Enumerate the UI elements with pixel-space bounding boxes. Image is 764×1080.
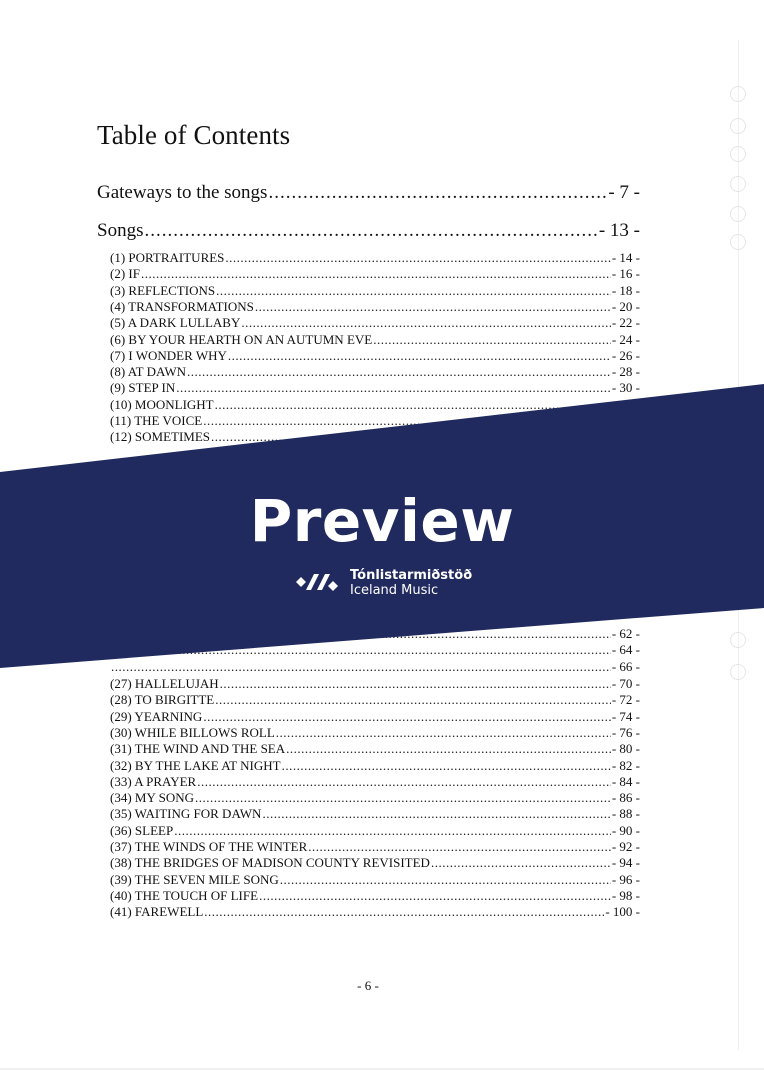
toc-entry-label: (32) BY THE LAKE AT NIGHT <box>110 757 281 773</box>
toc-entry-label: (11) THE VOICE <box>110 413 203 428</box>
toc-entry-page: - 16 - <box>611 266 640 282</box>
toc-entry-label: (38) THE BRIDGES OF MADISON COUNTY REVISITED <box>110 855 430 871</box>
page-number: - 6 - <box>357 978 379 993</box>
toc-entry-page: - 88 - <box>611 806 640 822</box>
toc-entry-label: (36) SLEEP <box>110 822 174 838</box>
toc-entry-label: (27) HALLELUJAH <box>110 676 219 691</box>
toc-entry-label: (1) PORTRAITURES <box>110 250 225 265</box>
toc-entry-page: - 82 - <box>611 757 640 773</box>
toc-entry-page: - 98 - <box>611 887 640 903</box>
toc-entry-page: - 100 - <box>605 904 640 920</box>
toc-entry-label: (9) STEP IN <box>110 380 176 396</box>
toc-section-page: - 13 - <box>598 220 640 241</box>
toc-entry-page: - 26 - <box>611 347 640 363</box>
toc-entry-page: - 70 - <box>611 676 640 691</box>
toc-entry-page: - 24 - <box>611 331 640 347</box>
toc-entry-page: - 92 - <box>611 839 640 854</box>
toc-entry-page: - 94 - <box>611 855 640 871</box>
toc-entry-label: (31) THE WIND AND THE SEA <box>110 741 286 757</box>
toc-entry-label: (41) FAREWELL <box>110 904 204 920</box>
toc-entry-page: - 14 - <box>611 250 640 265</box>
toc-entry-page: - 22 - <box>611 315 640 331</box>
brand-name: Tónlistarmiðstöð <box>350 568 473 583</box>
toc-entry-label: (35) WAITING FOR DAWN <box>110 806 262 822</box>
toc-entry-page: - 86 - <box>611 790 640 806</box>
toc-entry-label: (28) TO BIRGITTE <box>110 692 215 708</box>
toc-entry-page: - 84 - <box>611 773 640 789</box>
toc-entry-page: - 90 - <box>611 822 640 838</box>
toc-entry-page: - 74 - <box>611 708 640 724</box>
toc-entry-page: - 96 - <box>611 871 640 887</box>
toc-entry-label: (29) YEARNING <box>110 708 203 724</box>
toc-entry-label: (40) THE TOUCH OF LIFE <box>110 887 259 903</box>
toc-entry-label: (6) BY YOUR HEARTH ON AN AUTUMN EVE <box>110 331 373 347</box>
iceland-music-logo-icon <box>294 570 342 596</box>
toc-section-label: Songs <box>97 220 144 241</box>
toc-entry-label: (3) REFLECTIONS <box>110 282 216 298</box>
toc-entry-label: (37) THE WINDS OF THE WINTER <box>110 839 308 854</box>
toc-entry-label: (5) A DARK LULLABY <box>110 315 241 331</box>
toc-entry-page: - 62 - <box>611 626 640 641</box>
toc-entry-page: - 64 - <box>611 642 640 658</box>
toc-entry-label: (39) THE SEVEN MILE SONG <box>110 871 279 887</box>
brand-block <box>294 568 472 598</box>
toc-entry-page: - 76 - <box>611 724 640 740</box>
brand-subtitle: Iceland Music <box>350 583 439 598</box>
toc-entry-label: (4) TRANSFORMATIONS <box>110 298 254 314</box>
toc-entry-page: - 30 - <box>611 380 640 396</box>
toc-entry-page: - 28 - <box>611 364 640 380</box>
toc-entry-label: (12) SOMETIMES <box>110 429 211 445</box>
toc-entry-page: - 72 - <box>611 692 640 708</box>
toc-entry-label: (10) MOONLIGHT <box>110 396 214 412</box>
toc-entry-label: (34) MY SONG <box>110 790 195 806</box>
preview-label: Preview <box>249 487 515 555</box>
toc-entry-label: (33) A PRAYER <box>110 773 197 789</box>
toc-section-page: - 7 - <box>608 182 640 203</box>
toc-entry-label: (8) AT DAWN <box>110 364 186 380</box>
page-title: Table of Contents <box>97 120 291 150</box>
toc-entry-page: - 80 - <box>611 741 640 757</box>
toc-entry-page: - 20 - <box>611 298 640 314</box>
toc-entry-label: (2) IF <box>110 266 140 282</box>
toc-entry-label: (30) WHILE BILLOWS ROLL <box>110 724 275 740</box>
toc-entry-page: - 66 - <box>611 658 640 674</box>
toc-entry-label: (7) I WONDER WHY <box>110 347 227 363</box>
toc-section-label: Gateways to the songs <box>97 182 268 203</box>
toc-entry-page: - 18 - <box>611 282 640 298</box>
